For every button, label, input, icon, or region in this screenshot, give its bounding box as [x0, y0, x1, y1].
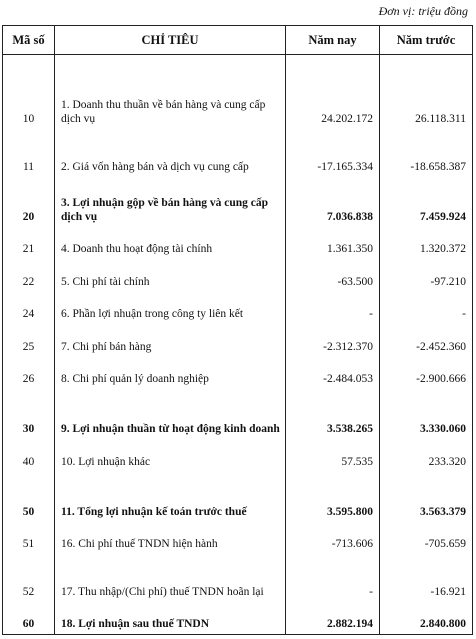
row-previous-value: - — [380, 292, 473, 324]
table-row — [3, 439, 473, 472]
row-previous-value: 7.459.924 — [380, 177, 473, 227]
row-code: 11 — [3, 129, 55, 177]
table-row — [3, 522, 473, 554]
row-label: 16. Chi phí thuế TNDN hiện hành — [55, 522, 286, 554]
row-previous-value: 1.320.372 — [380, 227, 473, 259]
row-current-value: - — [286, 292, 380, 324]
row-previous-value: 26.118.311 — [380, 55, 473, 129]
row-previous-value: 2.840.800 — [380, 602, 473, 635]
table-body — [3, 55, 473, 635]
table-row — [3, 472, 473, 522]
row-current-value: -2.484.053 — [286, 357, 380, 389]
row-current-value: 57.535 — [286, 439, 380, 472]
income-statement-table — [2, 25, 473, 635]
row-label: 5. Chi phí tài chính — [55, 259, 286, 292]
row-current-value: 24.202.172 — [286, 55, 380, 129]
row-current-value: -17.165.334 — [286, 129, 380, 177]
row-previous-value: -97.210 — [380, 259, 473, 292]
table-header-row — [3, 26, 473, 55]
header-code: Mã số — [3, 26, 55, 55]
row-code: 40 — [3, 439, 55, 472]
row-current-value: 2.882.194 — [286, 602, 380, 635]
table-row — [3, 357, 473, 389]
row-previous-value: -16.921 — [380, 554, 473, 602]
row-label: 17. Thu nhập/(Chi phí) thuế TNDN hoãn lại — [55, 554, 286, 602]
row-code: 51 — [3, 522, 55, 554]
row-previous-value: 3.563.379 — [380, 472, 473, 522]
row-code: 60 — [3, 602, 55, 635]
row-previous-value: 233.320 — [380, 439, 473, 472]
row-previous-value: -2.900.666 — [380, 357, 473, 389]
row-previous-value: -2.452.360 — [380, 324, 473, 357]
row-current-value: 3.538.265 — [286, 389, 380, 439]
row-label: 10. Lợi nhuận khác — [55, 439, 286, 472]
header-item: CHỈ TIÊU — [55, 26, 286, 55]
row-current-value: - — [286, 554, 380, 602]
table-row — [3, 324, 473, 357]
table-row — [3, 554, 473, 602]
table-row — [3, 129, 473, 177]
header-current-year: Năm nay — [286, 26, 380, 55]
row-label: 7. Chi phí bán hàng — [55, 324, 286, 357]
row-code: 21 — [3, 227, 55, 259]
unit-note: Đơn vị: triệu đồng — [378, 4, 468, 18]
row-code: 10 — [3, 55, 55, 129]
row-label: 3. Lợi nhuận gộp về bán hàng và cung cấp dịch vụ — [55, 177, 286, 227]
row-label: 8. Chi phí quản lý doanh nghiệp — [55, 357, 286, 389]
table-row — [3, 177, 473, 227]
row-current-value: 1.361.350 — [286, 227, 380, 259]
table-row — [3, 602, 473, 635]
row-code: 24 — [3, 292, 55, 324]
row-label: 9. Lợi nhuận thuần từ hoạt động kinh doanh — [55, 389, 286, 439]
row-code: 22 — [3, 259, 55, 292]
row-code: 26 — [3, 357, 55, 389]
row-label: 11. Tổng lợi nhuận kế toán trước thuế — [55, 472, 286, 522]
table-row — [3, 389, 473, 439]
row-label: 6. Phần lợi nhuận trong công ty liên kết — [55, 292, 286, 324]
row-current-value: 3.595.800 — [286, 472, 380, 522]
row-code: 20 — [3, 177, 55, 227]
table-row — [3, 259, 473, 292]
row-current-value: 7.036.838 — [286, 177, 380, 227]
row-previous-value: -18.658.387 — [380, 129, 473, 177]
row-code: 50 — [3, 472, 55, 522]
table-row — [3, 292, 473, 324]
table-row — [3, 227, 473, 259]
row-label: 2. Giá vốn hàng bán và dịch vụ cung cấp — [55, 129, 286, 177]
row-current-value: -2.312.370 — [286, 324, 380, 357]
row-label: 18. Lợi nhuận sau thuế TNDN — [55, 602, 286, 635]
row-previous-value: -705.659 — [380, 522, 473, 554]
row-code: 25 — [3, 324, 55, 357]
row-code: 52 — [3, 554, 55, 602]
row-label: 4. Doanh thu hoạt động tài chính — [55, 227, 286, 259]
table-row — [3, 55, 473, 129]
row-previous-value: 3.330.060 — [380, 389, 473, 439]
header-previous-year: Năm trước — [380, 26, 473, 55]
row-code: 30 — [3, 389, 55, 439]
row-label: 1. Doanh thu thuần về bán hàng và cung cấp dịch vụ — [55, 55, 286, 129]
row-current-value: -63.500 — [286, 259, 380, 292]
row-current-value: -713.606 — [286, 522, 380, 554]
